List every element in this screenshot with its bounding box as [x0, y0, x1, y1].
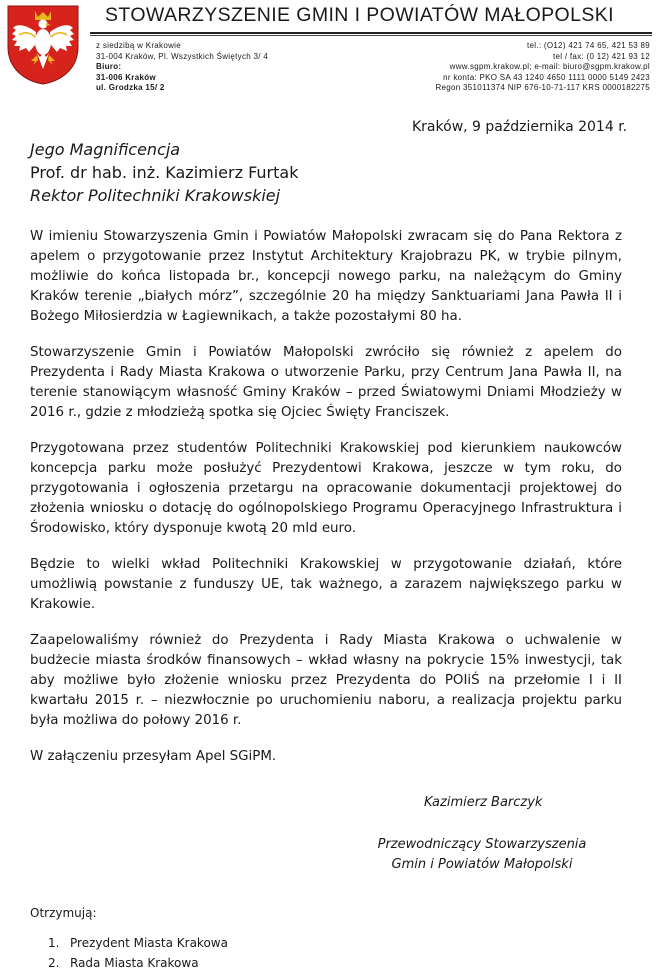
- letter-body: [30, 227, 622, 767]
- body-paragraph: Będzie to wielki wkład Politechniki Krakowskiej w przygotowanie działań, które umożliwią powstanie z funduszy UE, tak ważnego, a zarazem największego parku w Krakowie.: [30, 557, 622, 612]
- contact-block-right: [435, 41, 650, 94]
- web-email-line: www.sgpm.krakow.pl; e-mail: biuro@sgpm.krakow.pl: [449, 62, 650, 71]
- seat-address: 31-004 Kraków, Pl. Wszystkich Świętych 3/ 4: [96, 51, 269, 61]
- organization-name: STOWARZYSZENIE GMIN I POWIATÓW MAŁOPOLSKI: [105, 4, 615, 26]
- list-item-text: Prezydent Miasta Krakowa: [70, 936, 228, 950]
- letter-date: Kraków, 9 października 2014 r.: [412, 119, 628, 135]
- list-item: [48, 954, 228, 974]
- seat-line: z siedzibą w Krakowie: [96, 41, 181, 50]
- coat-of-arms-icon: [5, 3, 81, 85]
- signatory-role-line: Gmin i Powiatów Małopolski: [391, 857, 573, 872]
- list-item-number: 1.: [48, 936, 60, 950]
- body-paragraph: W załączeniu przesyłam Apel SGiPM.: [30, 749, 277, 764]
- recipient-position: Rektor Politechniki Krakowskiej: [30, 186, 281, 205]
- list-item: [48, 934, 228, 954]
- signatory-role-line: Przewodniczący Stowarzyszenia: [377, 837, 587, 852]
- list-item-number: 2.: [48, 955, 60, 970]
- recipients-label: Otrzymują:: [30, 906, 97, 920]
- signatory-role: [376, 835, 588, 875]
- list-item-text: Rada Miasta Krakowa: [70, 955, 199, 970]
- fax-line: tel / fax: (0 12) 421 93 12: [552, 51, 650, 61]
- phone-line: tel.: (O12) 421 74 65, 421 53 89: [526, 41, 650, 50]
- bank-account-line: nr konta: PKO SA 43 1240 4650 1111 0000 5149 2423: [443, 72, 650, 82]
- address-block-left: [96, 41, 268, 94]
- recipient-title: Jego Magnificencja: [30, 140, 181, 159]
- body-paragraph: Zaapelowaliśmy również do Prezydenta i Rady Miasta Krakowa o uchwalenie w budżecie miasta środków finansowych – wkład własny na pokrycie 15% inwestycji, tak aby możliwe było złożenie wniosku przez Prezydenta do POIiŚ na przełomie I i II kwartału 2015 r. – niezwłocznie po uruchomieniu naboru, a realizacja projektu parku była możliwa do połowy 2016 r.: [30, 633, 622, 728]
- body-paragraph: Przygotowana przez studentów Politechniki Krakowskiej pod kierunkiem naukowców koncepcja parku może posłużyć Prezydentowi Krakowa, jeszcze w tym roku, do przygotowania i ogłoszenia przetargu na opracowanie dokumentacji projektowej do złożenia wniosku o dotację do ogólnopolskiego Programu Operacyjnego Infrastruktura i Środowisko, który dysponuje kwotą 20 mld euro.: [30, 441, 622, 536]
- body-paragraph: W imieniu Stowarzyszenia Gmin i Powiatów Małopolski zwracam się do Pana Rektora z apelem o przygotowanie przez Instytut Architektury Krajobrazu PK, w trybie pilnym, możliwie do końca listopada br., koncepcji nowego parku, na należącym do Gminy Kraków terenie „białych mórz”, szczególnie 20 ha między Sanktuariami Jana Pawła II i Bożego Miłosierdzia w Łagiewnikach, a także pozostałymi 80 ha.: [30, 229, 622, 324]
- registry-line: Regon 351011374 NIP 676-10-71-117 KRS 0000182275: [435, 83, 650, 92]
- office-label: Biuro:: [96, 62, 122, 71]
- office-street: ul. Grodzka 15/ 2: [96, 83, 165, 92]
- recipient-block: [30, 138, 298, 207]
- recipients-list: [48, 934, 228, 973]
- header-rule-thin: [90, 35, 652, 36]
- body-paragraph: Stowarzyszenie Gmin i Powiatów Małopolski zwróciło się również z apelem do Prezydenta i Rady Miasta Krakowa o utworzenie Parku, przy Centrum Jana Pawła II, na terenie stanowiącym własność Gminy Kraków – przed Światowymi Dniami Młodzieży w 2016 r., gdzie z młodzieżą spotka się Ojciec Święty Franciszek.: [30, 345, 622, 420]
- header-rule: [90, 32, 652, 34]
- office-city: 31-006 Kraków: [96, 72, 156, 82]
- signatory-name: Kazimierz Barczyk: [424, 795, 543, 810]
- recipient-name: Prof. dr hab. inż. Kazimierz Furtak: [30, 163, 299, 182]
